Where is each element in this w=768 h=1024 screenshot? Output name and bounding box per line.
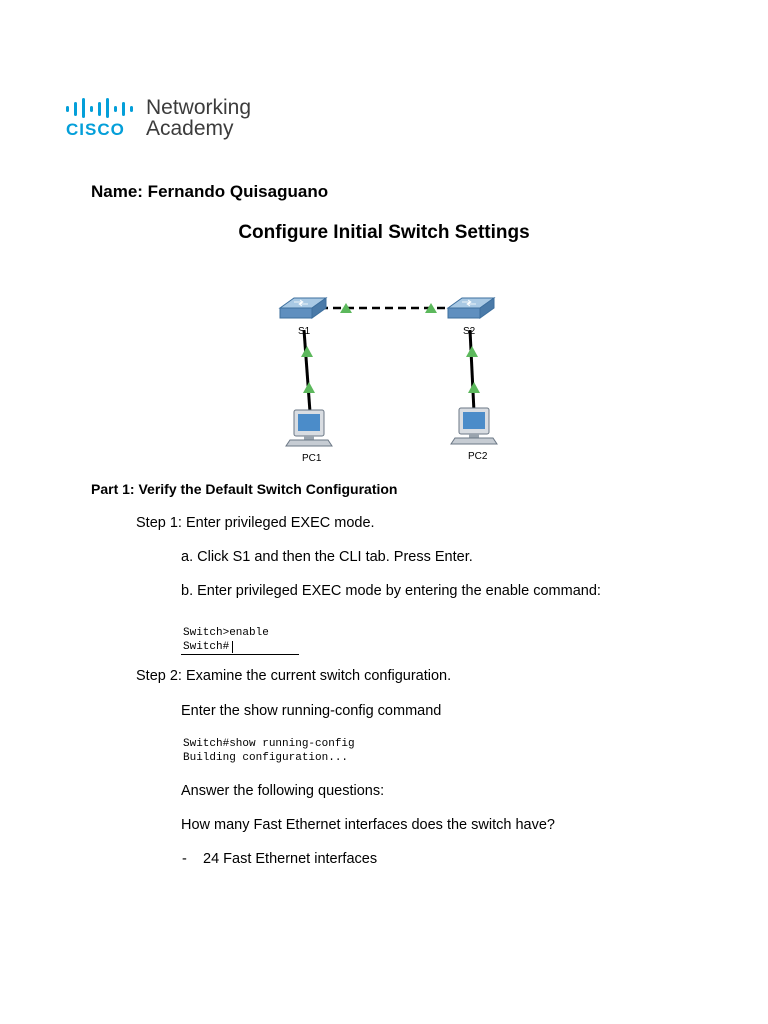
switch-s1-icon <box>280 298 326 318</box>
step2-instruction: Enter the show running-config command <box>181 703 442 719</box>
step2-heading: Step 2: Examine the current switch configuration. <box>136 668 452 684</box>
student-name: Name: Fernando Quisaguano <box>91 182 329 201</box>
code-line: Switch#show running-config <box>183 738 355 750</box>
code-underline <box>181 654 299 655</box>
pc2-icon <box>451 408 497 444</box>
cisco-bars-icon <box>66 98 138 118</box>
link-up-indicator <box>466 346 478 357</box>
logo-networking: Networking <box>146 96 252 119</box>
network-topology-diagram <box>270 290 510 470</box>
link-up-indicator <box>303 382 315 393</box>
label-pc1: PC1 <box>302 453 322 464</box>
pc1-icon <box>286 410 332 446</box>
answer-text: 24 Fast Ethernet interfaces <box>203 851 378 867</box>
part1-heading: Part 1: Verify the Default Switch Configuration <box>91 481 398 497</box>
label-s1: S1 <box>298 326 311 337</box>
switch-s2-icon <box>448 298 494 318</box>
code-line: Switch# <box>183 641 230 653</box>
cli-cursor <box>232 641 233 653</box>
label-s2: S2 <box>463 326 476 337</box>
question: How many Fast Ethernet interfaces does the switch have? <box>181 817 555 833</box>
code-line: Switch>enable <box>183 627 269 639</box>
link-s2-pc2 <box>470 330 474 412</box>
cisco-logo <box>66 96 256 142</box>
code-line: Building configuration... <box>183 752 349 764</box>
page-title: Configure Initial Switch Settings <box>238 222 530 243</box>
step1-item-a: a. Click S1 and then the CLI tab. Press Enter. <box>181 549 473 565</box>
link-up-indicator <box>301 346 313 357</box>
step1-heading: Step 1: Enter privileged EXEC mode. <box>136 515 375 531</box>
logo-academy: Academy <box>146 117 234 140</box>
link-up-indicator <box>468 382 480 393</box>
cisco-wordmark: CISCO <box>66 120 125 139</box>
answer-dash: - <box>182 851 187 867</box>
label-pc2: PC2 <box>468 451 488 462</box>
link-s1-pc1 <box>304 330 310 412</box>
step1-item-b: b. Enter privileged EXEC mode by entering the enable command: <box>181 583 601 599</box>
answer-heading: Answer the following questions: <box>181 783 385 799</box>
